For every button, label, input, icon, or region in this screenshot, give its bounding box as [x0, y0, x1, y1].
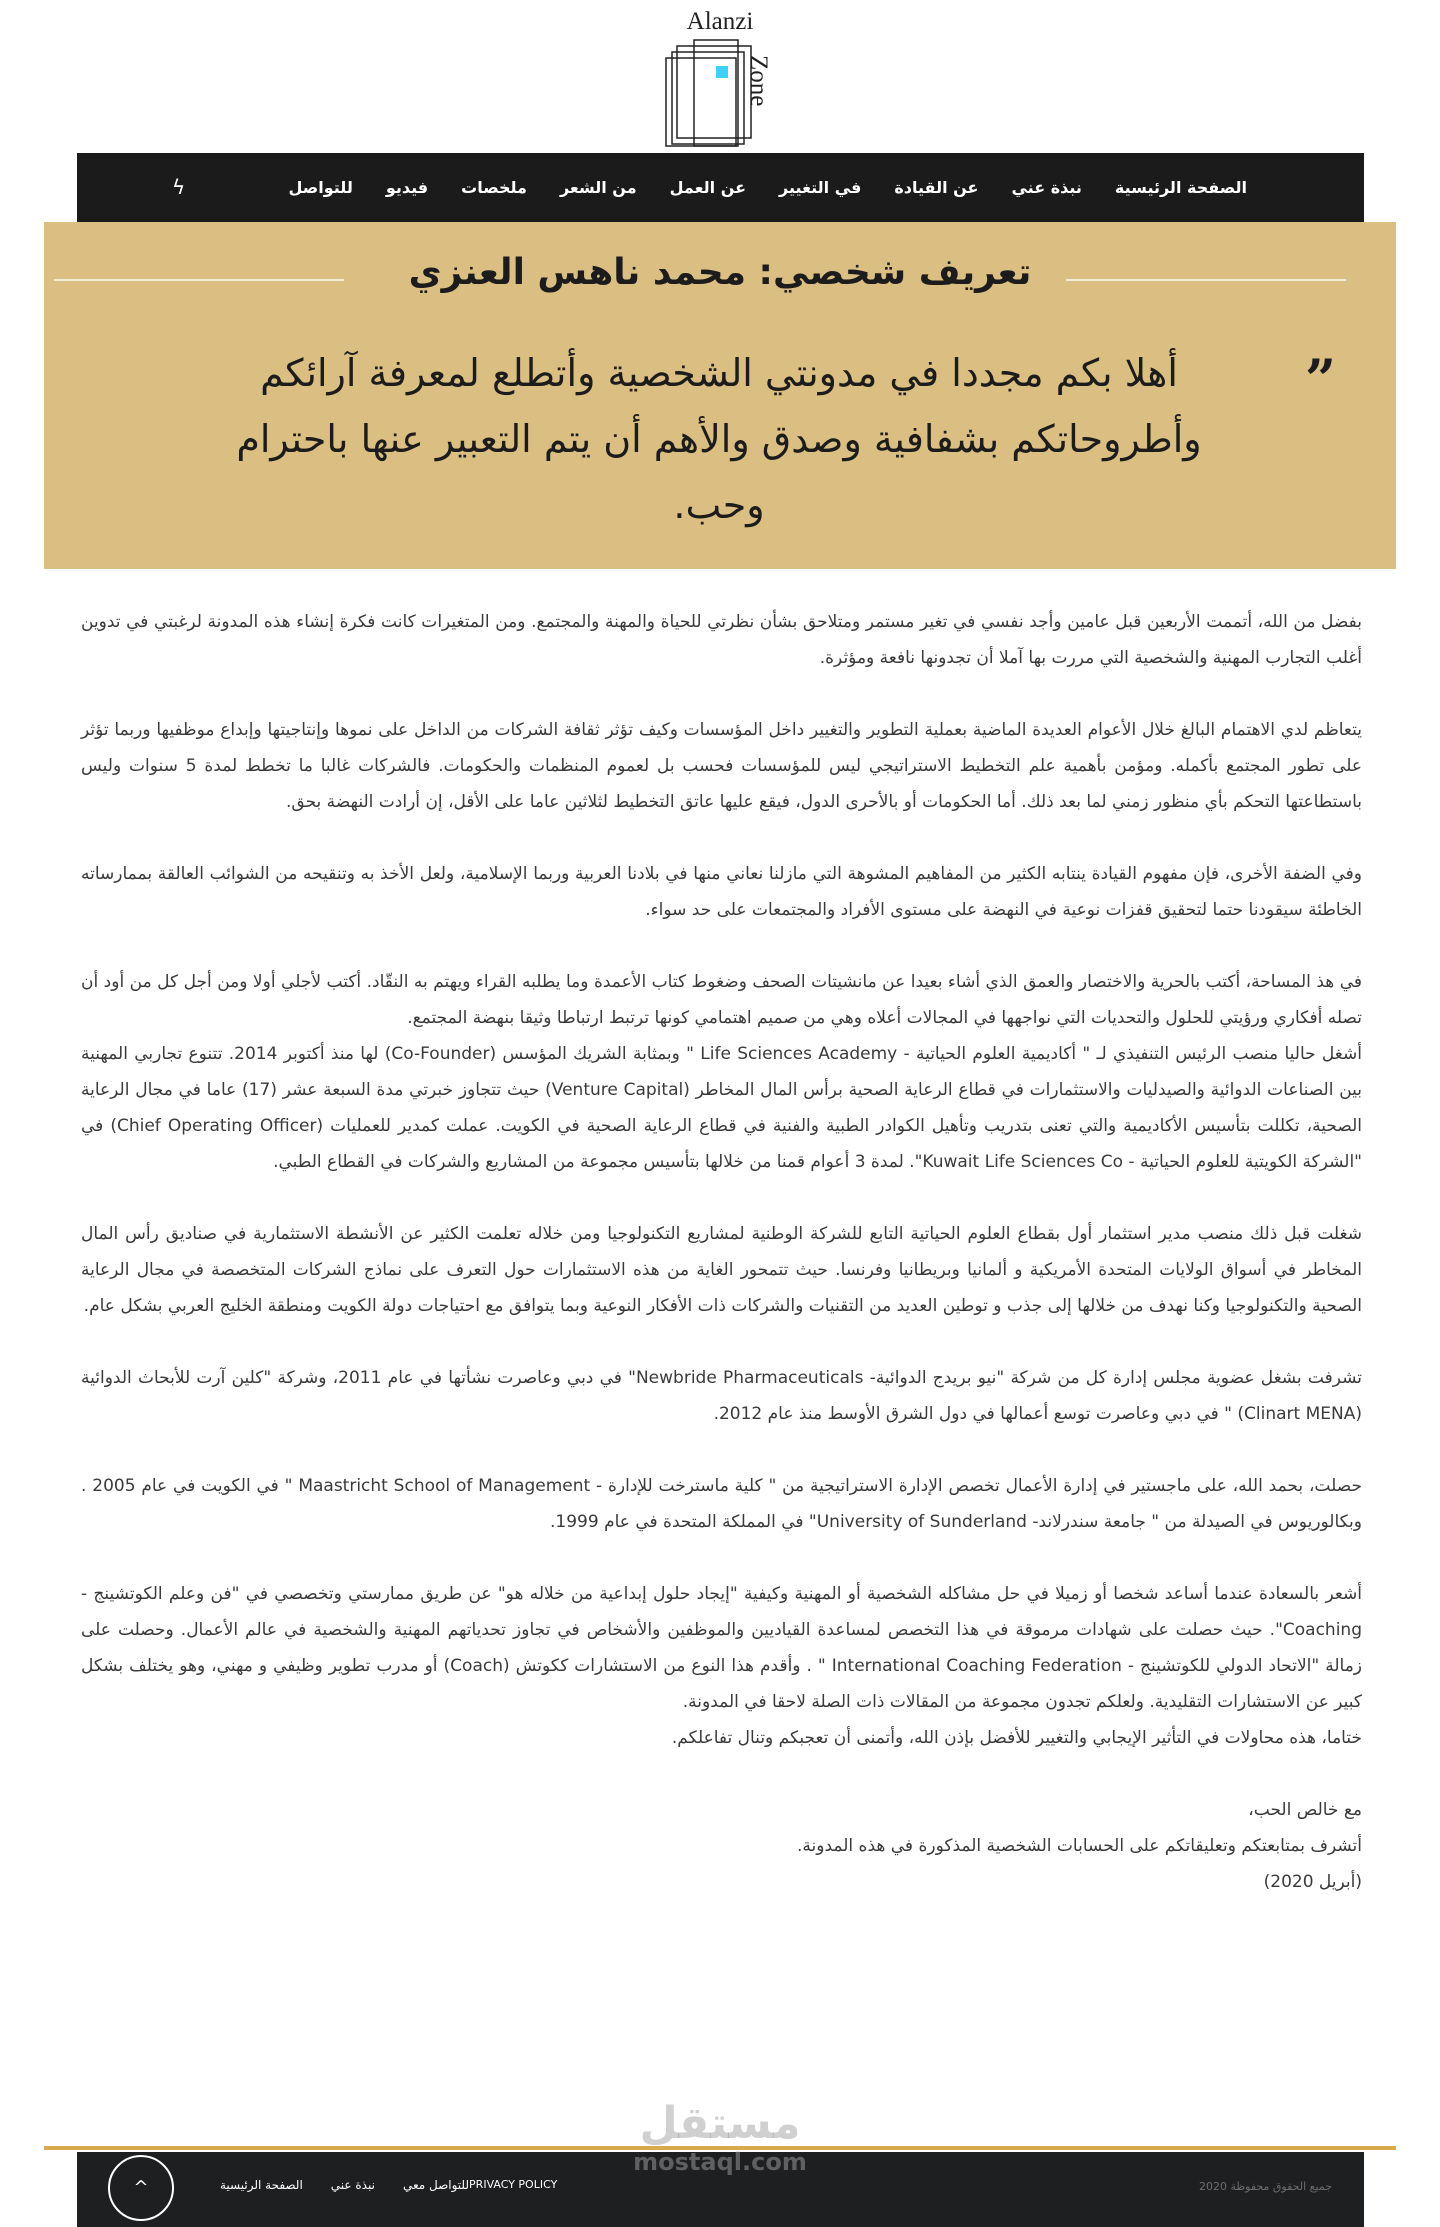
closing-line: مع خالص الحب،	[1248, 1800, 1362, 1820]
quote-icon: ”	[1304, 347, 1336, 411]
closing-date: (أبريل 2020)	[1263, 1872, 1362, 1892]
footer-link-privacy[interactable]: PRIVACY POLICY	[469, 2178, 558, 2191]
paragraph: وفي الضفة الأخرى، فإن مفهوم القيادة ينتابه الكثير من المفاهيم المشوهة التي مازلنا نعاني منها في بلادنا العربية وربما الإسلامية، ولعل الأخذ به وتنقيحه من الشوائب العالقة بممارساته الخاطئة سيقودنا حتما لتحقيق قفزات نوعية في النهضة على مستوى الأفراد والمجتمعات على حد سواء.	[81, 864, 1362, 920]
main-nav	[77, 153, 1364, 222]
paragraph: في هذ المساحة، أكتب بالحرية والاختصار والعمق الذي أشاء بعيدا عن مانشيتات الصحف وضغوط كتاب الأعمدة وما يطلبه القراء ويهتم به النقّاد. أكتب لأجلي أولا ومن أجل كل من أود أن تصله أفكاري ورؤيتي للحلول والتحديات التي نواجهها في المجالات أعلاه وهي من صميم اهتمامي كونها ترتبط ارتباطا وثيقا بنهضة المجتمع.	[81, 972, 1362, 1028]
nav-summaries[interactable]: ملخصات	[461, 178, 527, 197]
nav-change[interactable]: في التغيير	[779, 178, 862, 197]
nav-video[interactable]: فيديو	[385, 178, 429, 197]
logo-word-alanzi: Alanzi	[686, 8, 754, 35]
copyright: جميع الحقوق محفوظة 2020	[1198, 2180, 1332, 2193]
footer-link-home[interactable]: الصفحة الرئيسية	[220, 2178, 303, 2192]
closing	[81, 1792, 1362, 1900]
paragraph: بفضل من الله، أتممت الأربعين قبل عامين وأجد نفسي في تغير مستمر ومتلاحق بشأن نظرتي للحياة والمهنة والمجتمع. ومن المتغيرات كانت فكرة إنشاء هذه المدونة لرغبتي في تدوين أغلب التجارب المهنية والشخصية التي مررت بها آملا أن تجدونها نافعة ومؤثرة.	[81, 612, 1362, 668]
nav-work[interactable]: عن العمل	[669, 178, 747, 197]
hero-banner	[44, 222, 1396, 569]
paragraph: تشرفت بشغل عضوية مجلس إدارة كل من شركة "نيو بريدج الدوائية- Newbride Pharmaceuticals" في دبي وعاصرت نشأتها في عام 2011، وشركة "كلين آرت للأبحاث الدوائية (Clinart MENA) " في دبي وعاصرت توسع أعمالها في دول الشرق الأوسط منذ عام 2012.	[81, 1368, 1362, 1424]
paragraph: حصلت، بحمد الله، على ماجستير في إدارة الأعمال تخصص الإدارة الاستراتيجية من " كلية ماسترخت للإدارة - Maastricht School of Management " في الكويت في عام 2005 . وبكالوريوس في الصيدلة من " جامعة سندرلاند- University of Sunderland" في المملكة المتحدة في عام 1999.	[81, 1476, 1362, 1532]
nav-contact[interactable]: للتواصل	[288, 178, 353, 197]
site-logo[interactable]	[0, 0, 1440, 150]
article-body	[81, 604, 1362, 1900]
footer	[77, 2152, 1364, 2227]
nav-leadership[interactable]: عن القيادة	[894, 178, 979, 197]
paragraph: أشغل حاليا منصب الرئيس التنفيذي لـ " أكاديمية العلوم الحياتية - Life Sciences Academy " وبمثابة الشريك المؤسس (Co-Founder) لها منذ أكتوبر 2014. تتنوع تجاربي المهنية بين الصناعات الدوائية والصيدليات والاستثمارات في قطاع الرعاية الصحية برأس المال المخاطر (Venture Capital) حيث تتجاوز خبرتي مدة السبعة عشر (17) عاما في مجال الرعاية الصحية، تكللت بتأسيس الأكاديمية والتي تعنى بتدريب وتأهيل الكوادر الطبية والفنية في قطاع الرعاية الصحية في الكويت. عملت كمدير للعمليات (Chief Operating Officer) في "الشركة الكويتية للعلوم الحياتية - Kuwait Life Sciences Co". لمدة 3 أعوام قمنا من خلالها بتأسيس مجموعة من المشاريع والشركات في القطاع الطبي.	[81, 1044, 1362, 1172]
footer-links	[192, 2178, 557, 2192]
logo-word-zone: Zone	[745, 55, 772, 107]
welcome-quote: أهلا بكم مجددا في مدونتي الشخصية وأتطلع لمعرفة آرائكم وأطروحاتكم بشفافية وصدق والأهم أن يتم التعبير عنها باحترام وحب.	[236, 351, 1202, 527]
footer-divider	[44, 2146, 1396, 2150]
paragraph: يتعاظم لدي الاهتمام البالغ خلال الأعوام العديدة الماضية بعملية التطوير والتغيير داخل المؤسسات وكيف تؤثر ثقافة الشركات من الداخل على نموها وإنتاجيتها وإبداع موظفيها وربما تؤثر على تطور المجتمع بأكمله. ومؤمن بأهمية علم التخطيط الاستراتيجي ليس للمؤسسات فحسب بل لعموم المنظمات والحكومات. فالشركات غالبا ما تخطط لمدة 5 سنوات وليس باستطاعتها التحكم بأي منظور زمني لما بعد ذلك. أما الحكومات أو بالأحرى الدول، فيقع عليها عاتق التخطيط لثلاثين عاما على الأقل، إن أرادت النهضة بحق.	[81, 720, 1362, 812]
footer-link-about[interactable]: نبذة عني	[330, 2178, 375, 2192]
watermark-latin: mostaql.com	[633, 2148, 807, 2176]
paragraph: شغلت قبل ذلك منصب مدير استثمار أول بقطاع العلوم الحياتية التابع للشركة الوطنية لمشاريع التكنولوجيا ومن خلاله تعلمت الكثير عن الأنشطة الاستثمارية في صناديق رأس المال المخاطر في أسواق الولايات المتحدة الأمريكية و ألمانيا وبريطانيا وفرنسا. حيث تتمحور الغاية من هذه الاستثمارات حول التعرف على نماذج الشركات المتخصصة في مجال الرعاية الصحية والتكنولوجيا وكنا نهدف من خلالها إلى جذب و توطين العديد من التقنيات والشركات ذات الأفكار النوعية وبما يتوافق مع احتياجات دولة الكويت ومنطقة الخليج العربي بشكل عام.	[81, 1224, 1362, 1316]
page-title: تعريف شخصي: محمد ناهس العنزي	[408, 252, 1032, 293]
watermark-arabic: مستقل	[639, 2098, 801, 2149]
paragraph: أشعر بالسعادة عندما أساعد شخصا أو زميلا في حل مشاكله الشخصية أو المهنية وكيفية "إيجاد حلول إبداعية من خلاله هو" عن طريق ممارستي وتخصصي في "فن وعلم الكوتشينج - Coaching". حيث حصلت على شهادات مرموقة في هذا التخصص لمساعدة القياديين والموظفين والأشخاص في تجاوز تحدياتهم المهنية والشخصية في عالم الأعمال. وحصلت على زمالة "الاتحاد الدولي للكوتشينج - International Coaching Federation " . وأقدم هذا النوع من الاستشارات ككوتش (Coach) أو مدرب تطوير وظيفي و مهني، وهو يختلف بشكل كبير عن الاستشارات التقليدية. ولعلكم تجدون مجموعة من المقالات ذات الصلة لاحقا في المدونة.	[81, 1584, 1363, 1712]
chevron-up-icon: ^	[133, 2177, 149, 2198]
nav-about[interactable]: نبذة عني	[1011, 178, 1082, 197]
paragraph: ختاما، هذه محاولات في التأثير الإيجابي والتغيير للأفضل بإذن الله، وأتمنى أن تعجبكم وتنال تفاعلكم.	[671, 1728, 1362, 1748]
nav-home[interactable]: الصفحة الرئيسية	[1114, 178, 1247, 197]
nav-poetry[interactable]: من الشعر	[559, 178, 637, 197]
footer-link-contact[interactable]: للتواصل معي	[402, 2178, 470, 2192]
lightning-icon[interactable]: ϟ	[172, 175, 186, 199]
closing-line: أتشرف بمتابعتكم وتعليقاتكم على الحسابات الشخصية المذكورة في هذه المدونة.	[797, 1836, 1362, 1856]
scroll-to-top-button[interactable]	[108, 2155, 174, 2221]
